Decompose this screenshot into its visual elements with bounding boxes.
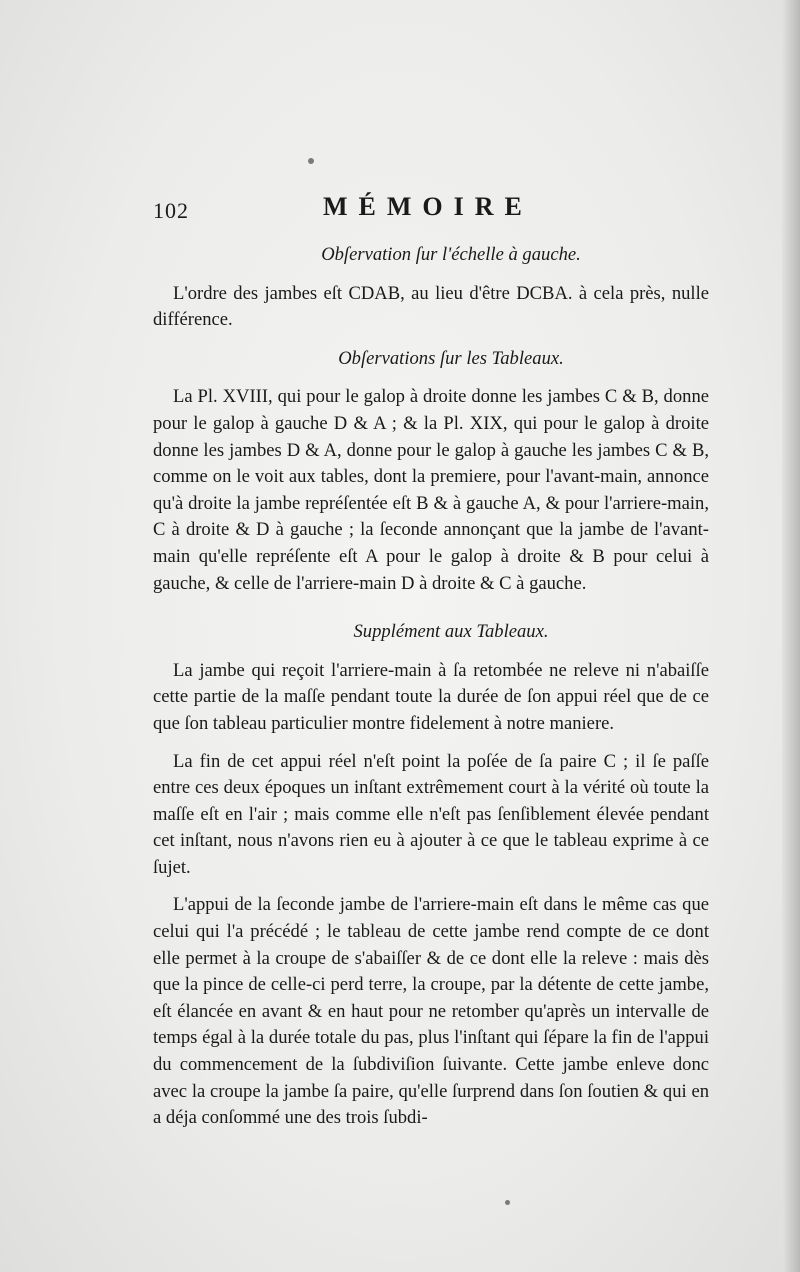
running-title: MÉMOIRE	[323, 192, 533, 221]
paragraph: L'ordre des jambes eſt CDAB, au lieu d'être DCBA. à cela près, nulle différence.	[153, 282, 709, 331]
ink-speck	[505, 1200, 510, 1205]
page-header	[153, 192, 713, 228]
body-text	[153, 242, 709, 1132]
ink-speck	[308, 158, 314, 164]
section-heading-tableaux: Obſervations ſur les Tableaux.	[338, 347, 564, 369]
page-number: 102	[153, 198, 189, 223]
page-spine-shadow	[782, 0, 800, 1272]
section-heading-supplement: Supplément aux Tableaux.	[353, 621, 549, 643]
paragraph: La jambe qui reçoit l'arriere-main à ſa retombée ne releve ni n'abaiſſe cette partie de la maſſe pendant toute la durée de ſon appui réel que de ce que ſon tableau particulier montre fidelement à notre maniere.	[153, 659, 709, 734]
paragraph: La Pl. XVIII, qui pour le galop à droite donne les jambes C & B, donne pour le galop à gauche D & A ; & la Pl. XIX, qui pour le galop à droite donne les jambes D & A, donne pour le galop à gauche les jambes C & B, comme on le voit aux tables, dont la premiere, pour l'avant-main, annonce qu'à droite la jambe repréſentée eſt B & à gauche A, & pour l'arriere-main, C à droite & D à gauche ; la ſeconde annonçant que la jambe de l'avant-main qu'elle repréſente eſt A pour le galop à droite & B pour celui à gauche, & celle de l'arriere-main D à droite & C à gauche.	[153, 386, 709, 594]
section-heading-echelle: Obſervation ſur l'échelle à gauche.	[321, 244, 581, 265]
paragraph: La fin de cet appui réel n'eſt point la poſée de ſa paire C ; il ſe paſſe entre ces deux époques un inſtant extrêmement court à la vérité où toute la maſſe eſt en l'air ; mais comme elle n'eſt pas ſenſiblement élevée pendant cet inſtant, nous n'avons rien eu à ajouter à ce que le tableau exprime à ce ſujet.	[153, 750, 709, 878]
paragraph: L'appui de la ſeconde jambe de l'arriere-main eſt dans le même cas que celui qui l'a précédé ; le tableau de cette jambe rend compte de ce dont elle permet à la croupe de s'abaiſſer & de ce dont elle la releve : mais dès que la pince de celle-ci perd terre, la croupe, par la détente de cette jambe, eſt élancée en avant & en haut pour ne retomber qu'après un intervalle de temps égal à la durée totale du pas, plus l'inſtant qui ſépare la fin de l'appui du commencement de la ſubdiviſion ſuivante. Cette jambe enleve donc avec la croupe la jambe ſa paire, qu'elle ſurprend dans ſon ſoutien & qui en a déja conſommé une des trois ſubdi-	[153, 894, 709, 1129]
